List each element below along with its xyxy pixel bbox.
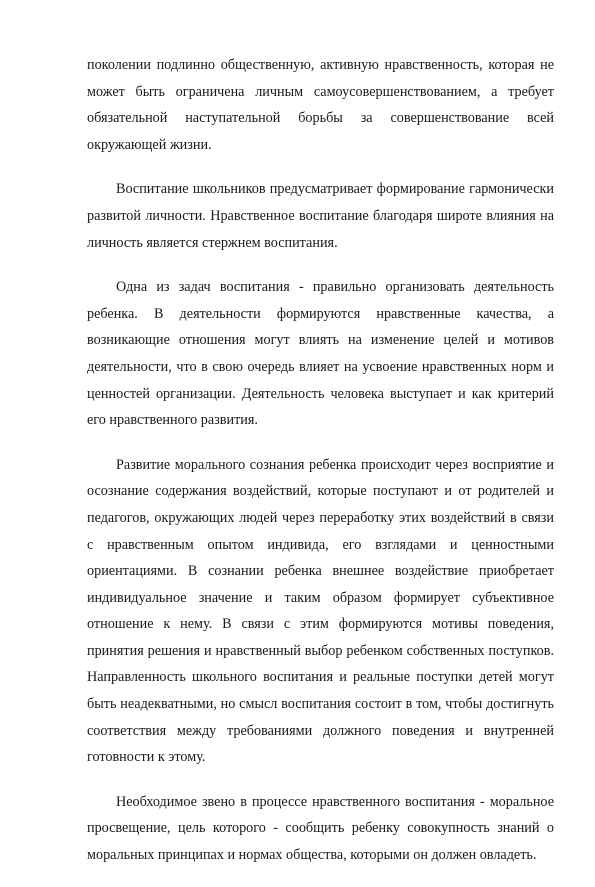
- paragraph: Воспитание школьников предусматривает формирование гармонически развитой личности. Нравственное воспитание благодаря широте влияния на личность является стержнем воспитания.: [87, 181, 554, 251]
- paragraph-continuation: поколении подлинно общественную, активную нравственность, которая не может быть ограничена личным самоусовершенствованием, а требует обязательной наступательной борьбы за совершенствование всей окружающей жизни.: [87, 57, 554, 153]
- paragraph: Развитие морального сознания ребенка происходит через восприятие и осознание содержания воздействий, которые поступают и от родителей и педагогов, окружающих людей через переработку этих воздействий в связи с нравственным опытом индивида, его взглядами и ценностными ориентациями. В сознании ребенка внешнее воздействие приобретает индивидуальное значение и таким образом формирует субъективное отношение к нему. В связи с этим формируются мотивы поведения, принятия решения и нравственный выбор ребенком собственных поступков. Направленность школьного воспитания и реальные поступки детей могут быть неадекватными, но смысл воспитания состоит в том, чтобы достигнуть соответствия между требованиями должного поведения и внутренней готовности к этому.: [87, 456, 554, 766]
- paragraph: Необходимое звено в процессе нравственного воспитания - моральное просвещение, цель которого - сообщить ребенку совокупность знаний о моральных принципах и нормах общества, которыми он должен овладеть.: [87, 793, 554, 864]
- document-body: [87, 52, 554, 887]
- paragraph: Одна из задач воспитания - правильно организовать деятельность ребенка. В деятельности формируются нравственные качества, а возникающие отношения могут влиять на изменение целей и мотивов деятельности, что в свою очередь влияет на усвоение нравственных норм и ценностей организации. Деятельность человека выступает и как критерий его нравственного развития.: [87, 279, 554, 429]
